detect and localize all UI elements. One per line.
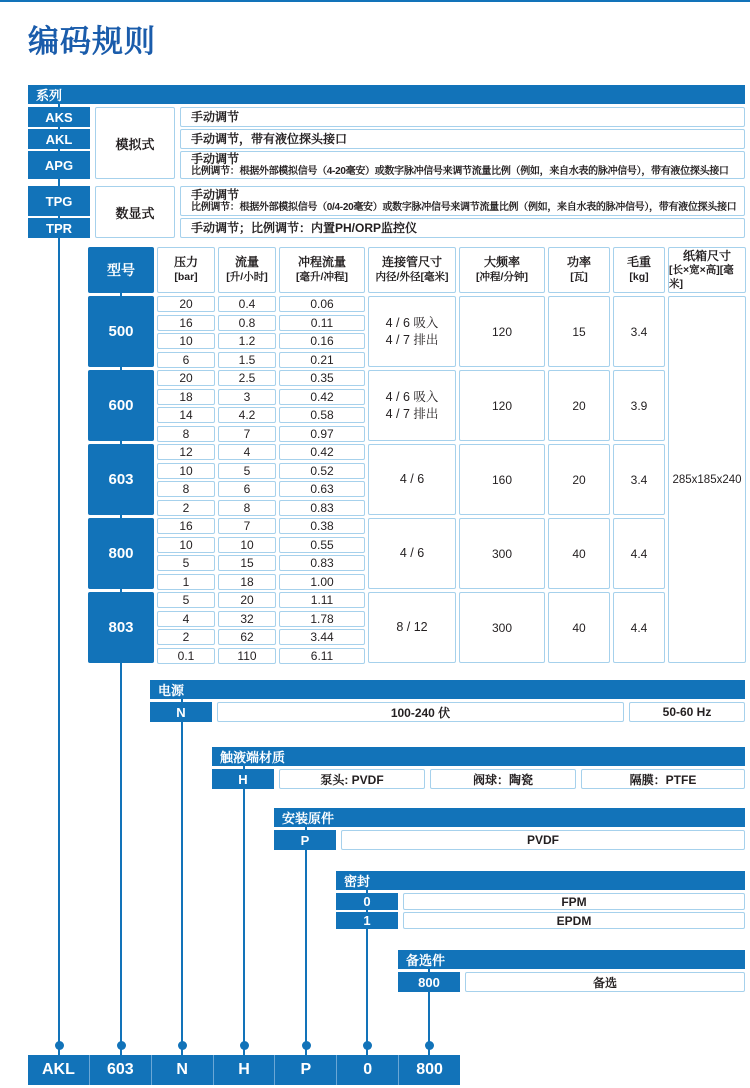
header-line2: [毫升/冲程]	[296, 270, 348, 283]
model-cell: 600	[88, 370, 154, 441]
spec-value-cell: 110	[218, 648, 276, 664]
connection-line: 4 / 6	[399, 472, 425, 487]
spec-frequency-cell: 120	[459, 370, 545, 441]
model-cell: 500	[88, 296, 154, 367]
spec-column-header	[157, 247, 215, 293]
spec-value-cell: 0.58	[279, 407, 365, 423]
desc-line: 手动调节，带有液位探头接口	[191, 131, 348, 146]
spec-value-cell: 6	[218, 481, 276, 497]
spec-value-cell: 10	[218, 537, 276, 553]
seal-value-fpm: FPM	[403, 893, 745, 910]
spec-value-cell: 0.63	[279, 481, 365, 497]
spec-value-cell: 0.55	[279, 537, 365, 553]
spec-value-cell: 3	[218, 389, 276, 405]
spec-value-cell: 5	[157, 592, 215, 608]
series-code-tpr: TPR	[28, 218, 90, 238]
series-header: 系列	[28, 85, 745, 104]
material-item-diaphragm: 隔膜：PTFE	[581, 769, 745, 789]
top-rule	[0, 0, 750, 2]
spec-value-cell: 0.21	[279, 352, 365, 368]
code-bar	[28, 1055, 460, 1085]
series-desc-aks	[180, 107, 745, 127]
spec-frequency-cell: 300	[459, 518, 545, 589]
header-line2: [冲程/分钟]	[476, 270, 528, 283]
series-code-apg: APG	[28, 151, 90, 179]
spec-subcolumn	[157, 518, 215, 589]
spec-value-cell: 32	[218, 611, 276, 627]
spec-column-header	[459, 247, 545, 293]
header-line2: [瓦]	[570, 270, 588, 283]
code-segment-material: H	[213, 1055, 275, 1085]
connection-line: 4 / 6 吸入	[385, 389, 439, 404]
connector-dot	[55, 1041, 64, 1050]
connection-line: 4 / 6 吸入	[385, 315, 439, 330]
spec-value-cell: 10	[157, 333, 215, 349]
spec-value-cell: 8	[157, 481, 215, 497]
spec-value-cell: 7	[218, 426, 276, 442]
installation-code: P	[274, 830, 336, 850]
connector-line-material	[243, 757, 246, 1055]
power-header: 电源	[150, 680, 745, 699]
spec-frequency-cell: 160	[459, 444, 545, 515]
spec-subcolumn	[218, 370, 276, 441]
spec-value-cell: 62	[218, 629, 276, 645]
connector-line-installation	[305, 818, 308, 1055]
spec-frequency-cell: 120	[459, 296, 545, 367]
series-type-analog: 模拟式	[95, 107, 175, 179]
spec-weight-cell: 3.4	[613, 444, 665, 515]
series-desc-tpg	[180, 186, 745, 216]
series-code-tpg: TPG	[28, 186, 90, 216]
series-code-akl: AKL	[28, 129, 90, 149]
spec-value-cell: 2.5	[218, 370, 276, 386]
spec-weight-cell: 3.9	[613, 370, 665, 441]
series-desc-apg	[180, 151, 745, 179]
installation-header: 安装原件	[274, 808, 745, 827]
spec-value-cell: 20	[218, 592, 276, 608]
header-line1: 纸箱尺寸	[682, 248, 731, 263]
spec-value-cell: 16	[157, 315, 215, 331]
spec-value-cell: 1.11	[279, 592, 365, 608]
spec-column-header	[668, 247, 746, 293]
code-segment-seal: 0	[336, 1055, 398, 1085]
header-line2: [长×宽×高][毫米]	[669, 264, 734, 290]
seal-code-0: 0	[336, 893, 398, 910]
desc-line: 手动调节	[191, 109, 240, 124]
power-voltage-value: 100-240 伏	[217, 702, 624, 722]
connection-line: 4 / 7 排出	[385, 406, 439, 421]
spec-subcolumn	[279, 296, 365, 367]
connector-line-power	[181, 690, 184, 1055]
spec-weight-cell: 4.4	[613, 518, 665, 589]
model-cell: 800	[88, 518, 154, 589]
material-item-valve-ball: 阀球：陶瓷	[430, 769, 576, 789]
connection-cell	[368, 296, 456, 367]
spec-subcolumn	[157, 592, 215, 663]
spec-value-cell: 0.16	[279, 333, 365, 349]
header-line2: [kg]	[629, 270, 649, 283]
spec-subcolumn	[218, 296, 276, 367]
header-line1: 流量	[234, 255, 259, 270]
page-title: 编码规则	[28, 24, 156, 59]
spec-weight-cell: 3.4	[613, 296, 665, 367]
spec-value-cell: 8	[157, 426, 215, 442]
spec-table	[88, 247, 748, 663]
spec-power-cell: 20	[548, 370, 610, 441]
spec-value-cell: 18	[157, 389, 215, 405]
connector-dot	[363, 1041, 372, 1050]
optional-code: 800	[398, 972, 460, 992]
connection-line: 4 / 6	[399, 546, 425, 561]
spec-value-cell: 0.1	[157, 648, 215, 664]
desc-line: 手动调节	[191, 151, 240, 166]
desc-line: 比例调节：根据外部模拟信号（4-20毫安）或数字脉冲信号来调节流量比例（例如，来自水表的脉冲信号），带有液位探头接口	[191, 166, 729, 178]
installation-value: PVDF	[341, 830, 745, 850]
spec-value-cell: 1	[157, 574, 215, 590]
spec-value-cell: 5	[218, 463, 276, 479]
spec-power-cell: 40	[548, 592, 610, 663]
spec-value-cell: 0.42	[279, 444, 365, 460]
spec-value-cell: 7	[218, 518, 276, 534]
series-desc-tpr	[180, 218, 745, 238]
spec-subcolumn	[218, 592, 276, 663]
connection-cell	[368, 592, 456, 663]
spec-value-cell: 4	[218, 444, 276, 460]
header-line1: 大频率	[483, 255, 520, 270]
spec-power-cell: 40	[548, 518, 610, 589]
spec-value-cell: 20	[157, 370, 215, 386]
spec-subcolumn	[157, 444, 215, 515]
spec-value-cell: 12	[157, 444, 215, 460]
spec-value-cell: 0.8	[218, 315, 276, 331]
desc-line: 比例调节：根据外部模拟信号（0/4-20毫安）或数字脉冲信号来调节流量比例（例如，来自水表的脉冲信号），带有液位探头接口	[191, 202, 737, 214]
spec-subcolumn	[157, 370, 215, 441]
seal-header: 密封	[336, 871, 745, 890]
spec-weight-cell: 4.4	[613, 592, 665, 663]
spec-value-cell: 2	[157, 500, 215, 516]
spec-column-header	[218, 247, 276, 293]
header-line1: 功率	[566, 255, 591, 270]
spec-value-cell: 0.11	[279, 315, 365, 331]
spec-subcolumn	[218, 518, 276, 589]
connector-line-series	[58, 95, 61, 1055]
spec-value-cell: 14	[157, 407, 215, 423]
code-segment-optional: 800	[398, 1055, 460, 1085]
code-segment-series: AKL	[41, 1061, 75, 1078]
spec-value-cell: 0.52	[279, 463, 365, 479]
connection-cell	[368, 370, 456, 441]
spec-column-header	[279, 247, 365, 293]
spec-value-cell: 5	[157, 555, 215, 571]
spec-subcolumn	[218, 444, 276, 515]
material-item-pump-head: 泵头: PVDF	[279, 769, 425, 789]
header-line2: 内径/外径[毫米]	[375, 270, 449, 283]
power-frequency-value: 50-60 Hz	[629, 702, 745, 722]
connector-dot	[240, 1041, 249, 1050]
model-cell: 803	[88, 592, 154, 663]
spec-value-cell: 1.5	[218, 352, 276, 368]
header-line2: [bar]	[174, 270, 198, 283]
spec-value-cell: 4.2	[218, 407, 276, 423]
code-segment-installation: P	[274, 1055, 336, 1085]
spec-power-cell: 15	[548, 296, 610, 367]
spec-value-cell: 18	[218, 574, 276, 590]
code-segment-model: 603	[89, 1055, 151, 1085]
spec-value-cell: 0.42	[279, 389, 365, 405]
spec-column-header	[368, 247, 456, 293]
power-code: N	[150, 702, 212, 722]
header-line1: 冲程流量	[297, 255, 346, 270]
spec-subcolumn	[157, 296, 215, 367]
spec-value-cell: 2	[157, 629, 215, 645]
desc-line: 手动调节；比例调节：内置PH/ORP监控仪	[191, 220, 418, 235]
spec-value-cell: 0.83	[279, 555, 365, 571]
spec-value-cell: 0.38	[279, 518, 365, 534]
header-line1: 连接管尺寸	[381, 255, 442, 270]
header-line2: [升/小时]	[226, 270, 268, 283]
series-type-digital: 数显式	[95, 186, 175, 238]
spec-value-cell: 1.78	[279, 611, 365, 627]
spec-header-model: 型号	[88, 247, 154, 293]
seal-value-epdm: EPDM	[403, 912, 745, 929]
spec-value-cell: 10	[157, 537, 215, 553]
connection-cell	[368, 518, 456, 589]
seal-code-1: 1	[336, 912, 398, 929]
spec-value-cell: 1.00	[279, 574, 365, 590]
spec-frequency-cell: 300	[459, 592, 545, 663]
connection-line: 4 / 7 排出	[385, 332, 439, 347]
spec-value-cell: 20	[157, 296, 215, 312]
connector-dot	[425, 1041, 434, 1050]
model-cell: 603	[88, 444, 154, 515]
spec-value-cell: 1.2	[218, 333, 276, 349]
header-line1: 毛重	[626, 255, 651, 270]
spec-power-cell: 20	[548, 444, 610, 515]
series-code-aks: AKS	[28, 107, 90, 127]
spec-subcolumn	[279, 592, 365, 663]
optional-value: 备选	[465, 972, 745, 992]
spec-value-cell: 0.83	[279, 500, 365, 516]
spec-value-cell: 16	[157, 518, 215, 534]
spec-value-cell: 3.44	[279, 629, 365, 645]
desc-line: 手动调节	[191, 187, 240, 202]
material-code: H	[212, 769, 274, 789]
spec-value-cell: 6.11	[279, 648, 365, 664]
carton-size-cell: 285x185x240	[668, 296, 746, 663]
connector-dot	[302, 1041, 311, 1050]
connector-dot	[178, 1041, 187, 1050]
connector-dot	[117, 1041, 126, 1050]
spec-value-cell: 10	[157, 463, 215, 479]
spec-column-header	[613, 247, 665, 293]
spec-column-header	[548, 247, 610, 293]
spec-value-cell: 0.06	[279, 296, 365, 312]
spec-subcolumn	[279, 518, 365, 589]
material-header: 触液端材质	[212, 747, 745, 766]
spec-value-cell: 8	[218, 500, 276, 516]
spec-value-cell: 0.97	[279, 426, 365, 442]
spec-value-cell: 0.35	[279, 370, 365, 386]
spec-subcolumn	[279, 370, 365, 441]
code-segment-power: N	[151, 1055, 213, 1085]
spec-value-cell: 0.4	[218, 296, 276, 312]
spec-value-cell: 15	[218, 555, 276, 571]
series-desc-akl	[180, 129, 745, 149]
spec-value-cell: 4	[157, 611, 215, 627]
spec-subcolumn	[279, 444, 365, 515]
header-line1: 压力	[173, 255, 198, 270]
connection-cell	[368, 444, 456, 515]
optional-header: 备选件	[398, 950, 745, 969]
spec-value-cell: 6	[157, 352, 215, 368]
connection-line: 8 / 12	[396, 620, 428, 635]
